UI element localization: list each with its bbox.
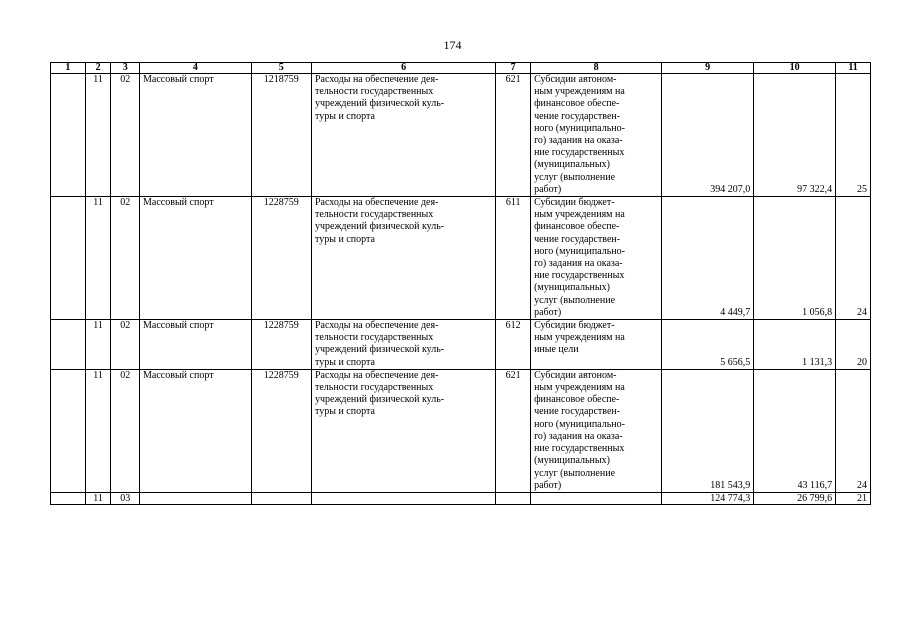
table-row xyxy=(51,369,871,492)
purpose-line: тельности государственных xyxy=(315,382,434,394)
purpose-line: туры и спорта xyxy=(315,233,375,245)
column-header: 11 xyxy=(836,63,871,74)
description-line: ние государственных xyxy=(534,147,625,159)
description-line: (муниципальных) xyxy=(534,282,610,294)
description-line: финансовое обеспе- xyxy=(534,98,620,110)
description-line: финансовое обеспе- xyxy=(534,394,620,406)
purpose-line: тельности государственных xyxy=(315,332,434,344)
cell-subsection: 02 xyxy=(111,320,140,370)
description-line: ного (муниципально- xyxy=(534,122,625,134)
cell-percent: 24 xyxy=(836,197,871,320)
cell-name: Массовый спорт xyxy=(140,369,252,492)
total-percent: 21 xyxy=(836,492,871,504)
description-line: ние государственных xyxy=(534,443,625,455)
cell-amount-10: 1 056,8 xyxy=(754,197,836,320)
description-line: работ) xyxy=(534,479,562,491)
header-row xyxy=(51,63,871,74)
purpose-line: Расходы на обеспечение дея- xyxy=(315,74,439,85)
description-line: Субсидии автоном- xyxy=(534,369,617,381)
cell-amount-9: 181 543,9 xyxy=(662,369,754,492)
purpose-line: учреждений физической куль- xyxy=(315,98,445,110)
cell-amount-9: 394 207,0 xyxy=(662,74,754,197)
cell-purpose xyxy=(312,369,496,492)
cell-purpose xyxy=(312,492,496,504)
total-amount-10: 26 799,6 xyxy=(754,492,836,504)
total-section: 11 xyxy=(85,492,111,504)
description-line: го) задания на оказа- xyxy=(534,258,623,270)
cell-purpose xyxy=(312,197,496,320)
cell-type-code xyxy=(496,492,531,504)
description-line: ного (муниципально- xyxy=(534,418,625,430)
cell-amount-10: 43 116,7 xyxy=(754,369,836,492)
column-header: 3 xyxy=(111,63,140,74)
cell-purpose xyxy=(312,74,496,197)
description-line: ным учреждениям на xyxy=(534,332,625,344)
cell-code: 1228759 xyxy=(251,197,311,320)
description-line: Субсидии бюджет- xyxy=(534,320,615,332)
cell-col1 xyxy=(51,492,86,504)
cell-description xyxy=(531,74,662,197)
cell-subsection: 02 xyxy=(111,74,140,197)
purpose-line: туры и спорта xyxy=(315,110,375,122)
description-line: услуг (выполнение xyxy=(534,171,616,183)
table-row xyxy=(51,197,871,320)
description-line: услуг (выполнение xyxy=(534,294,616,306)
description-line: финансовое обеспе- xyxy=(534,221,620,233)
table-row xyxy=(51,320,871,370)
purpose-line: учреждений физической куль- xyxy=(315,394,445,406)
description-line: иные цели xyxy=(534,344,579,356)
cell-section: 11 xyxy=(85,197,111,320)
description-line: Субсидии бюджет- xyxy=(534,197,615,209)
description-line: чение государствен- xyxy=(534,233,621,245)
description-line: работ) xyxy=(534,183,562,195)
cell-section: 11 xyxy=(85,74,111,197)
column-header: 6 xyxy=(312,63,496,74)
total-row xyxy=(51,492,871,504)
column-header: 5 xyxy=(251,63,311,74)
purpose-line: Расходы на обеспечение дея- xyxy=(315,369,439,381)
purpose-line: учреждений физической куль- xyxy=(315,344,445,356)
cell-description xyxy=(531,320,662,370)
cell-subsection: 02 xyxy=(111,369,140,492)
cell-type-code: 621 xyxy=(496,74,531,197)
description-line: го) задания на оказа- xyxy=(534,430,623,442)
description-line: ного (муниципально- xyxy=(534,245,625,257)
column-header: 4 xyxy=(140,63,252,74)
column-header: 7 xyxy=(496,63,531,74)
cell-type-code: 611 xyxy=(496,197,531,320)
cell-section: 11 xyxy=(85,320,111,370)
page-number: 174 xyxy=(443,38,462,52)
description-line: го) задания на оказа- xyxy=(534,135,623,147)
purpose-line: тельности государственных xyxy=(315,86,434,98)
cell-col1 xyxy=(51,74,86,197)
description-line: ние государственных xyxy=(534,270,625,282)
budget-table xyxy=(50,62,871,505)
cell-purpose xyxy=(312,320,496,370)
column-header: 1 xyxy=(51,63,86,74)
cell-name: Массовый спорт xyxy=(140,74,252,197)
cell-amount-9: 5 656,5 xyxy=(662,320,754,370)
table-row xyxy=(51,74,871,197)
cell-col1 xyxy=(51,369,86,492)
cell-amount-10: 1 131,3 xyxy=(754,320,836,370)
cell-percent: 25 xyxy=(836,74,871,197)
column-header: 10 xyxy=(754,63,836,74)
cell-col1 xyxy=(51,320,86,370)
cell-description xyxy=(531,369,662,492)
description-line: услуг (выполнение xyxy=(534,467,616,479)
cell-type-code: 612 xyxy=(496,320,531,370)
cell-amount-9: 4 449,7 xyxy=(662,197,754,320)
cell-description xyxy=(531,197,662,320)
purpose-line: тельности государственных xyxy=(315,209,434,221)
cell-col1 xyxy=(51,197,86,320)
cell-subsection: 02 xyxy=(111,197,140,320)
description-line: Субсидии автоном- xyxy=(534,74,617,85)
cell-code: 1228759 xyxy=(251,320,311,370)
total-subsection: 03 xyxy=(111,492,140,504)
cell-name: Массовый спорт xyxy=(140,320,252,370)
purpose-line: Расходы на обеспечение дея- xyxy=(315,197,439,209)
description-line: ным учреждениям на xyxy=(534,382,625,394)
cell-percent: 24 xyxy=(836,369,871,492)
cell-name: Массовый спорт xyxy=(140,197,252,320)
column-header: 9 xyxy=(662,63,754,74)
cell-description xyxy=(531,492,662,504)
description-line: работ) xyxy=(534,306,562,318)
description-line: ным учреждениям на xyxy=(534,209,625,221)
total-amount-9: 124 774,3 xyxy=(662,492,754,504)
description-line: чение государствен- xyxy=(534,406,621,418)
purpose-line: учреждений физической куль- xyxy=(315,221,445,233)
cell-name xyxy=(140,492,252,504)
cell-code: 1218759 xyxy=(251,74,311,197)
description-line: ным учреждениям на xyxy=(534,86,625,98)
cell-section: 11 xyxy=(85,369,111,492)
purpose-line: туры и спорта xyxy=(315,356,375,368)
purpose-line: Расходы на обеспечение дея- xyxy=(315,320,439,332)
cell-code: 1228759 xyxy=(251,369,311,492)
column-header: 2 xyxy=(85,63,111,74)
description-line: (муниципальных) xyxy=(534,455,610,467)
column-header: 8 xyxy=(531,63,662,74)
cell-percent: 20 xyxy=(836,320,871,370)
cell-amount-10: 97 322,4 xyxy=(754,74,836,197)
cell-type-code: 621 xyxy=(496,369,531,492)
purpose-line: туры и спорта xyxy=(315,406,375,418)
description-line: чение государствен- xyxy=(534,110,621,122)
description-line: (муниципальных) xyxy=(534,159,610,171)
cell-code xyxy=(251,492,311,504)
